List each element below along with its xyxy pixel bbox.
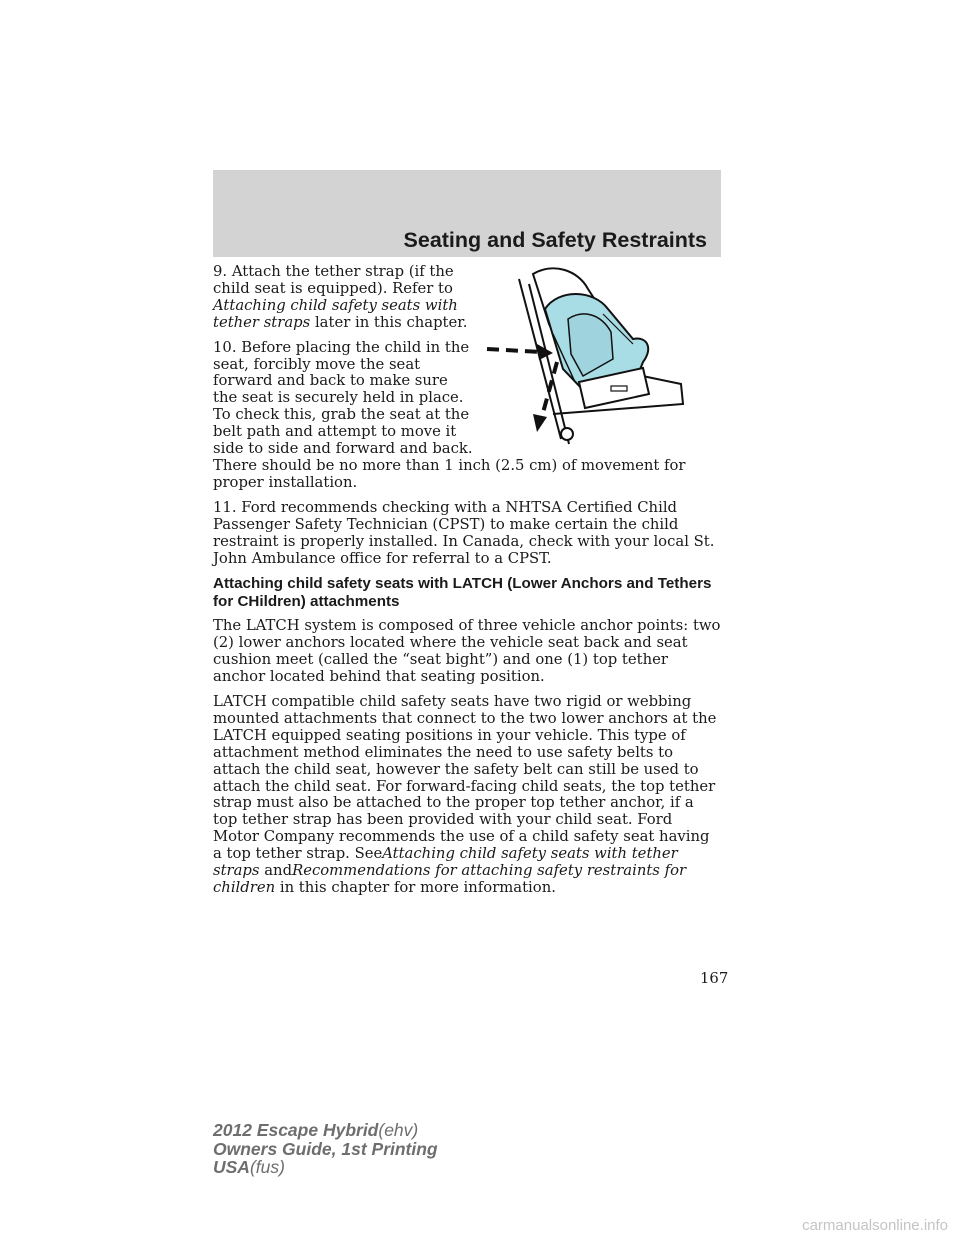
step-9-reference: Attaching child safety seats with tether straps — [213, 296, 458, 331]
chapter-header — [213, 170, 721, 257]
reference-recommendations: Recommendations for attaching safety restraints for children — [213, 862, 687, 896]
latch-paragraph-2-text: LATCH compatible child safety seats have two rigid or webbing mounted attachments that connect to the two lower anchors at the LATCH equipped seating positions in your vehicle. This type of attachment method eliminates the need to use safety belts to attach the child seat, however the safety belt can still be used to attach the child seat. For forward-facing child seats, the top tether strap must also be attached to the proper top tether anchor, if a top tether strap has been provided with your child seat. Ford Motor Company recommends the use of a child safety seat having a top tether strap. See — [213, 693, 717, 863]
step-9-tail: later in this chapter. — [314, 313, 468, 331]
step-11: 11. Ford recommends checking with a NHTSA Certified Child Passenger Safety Technician (CPST) to make certain the child restraint is properly installed. In Canada, check with your local St. John Ambulance office for referral to a CPST. — [213, 498, 715, 567]
child-seat-illustration — [483, 264, 721, 452]
site-watermark: carmanualsonline.info — [802, 1217, 948, 1234]
latch-paragraph-2 — [213, 694, 721, 897]
step-9-text: 9. Attach the tether strap (if the child seat is equipped). Refer to — [213, 263, 454, 297]
footer-edition: Owners Guide, 1st Printing — [213, 1138, 438, 1159]
footer-market-code: (fus) — [249, 1157, 285, 1177]
footer-market: USA — [213, 1157, 250, 1177]
latch-paragraph-2-tail: in this chapter for more information. — [279, 879, 556, 896]
page-body — [213, 264, 721, 905]
reference-tether-straps: Attaching child safety seats with tether straps — [213, 845, 678, 880]
footer-model-code: (ehv) — [378, 1120, 419, 1140]
latch-paragraph-1: The LATCH system is composed of three vehicle anchor points: two (2) lower anchors located where the vehicle seat back and seat cushion meet (called the “seat bight”) and one (1) top tether anchor located behind that seating position. — [213, 617, 721, 686]
chapter-title: Seating and Safety Restraints — [403, 228, 707, 252]
footer-model: 2012 Escape Hybrid — [213, 1120, 379, 1140]
step-10: 10. Before placing the child in the seat, forcibly move the seat forward and back to make sure the seat is securely held in place. To check this, grab the seat at the belt path and attempt to move it side to side and forward and back. There should be no more than 1 inch (2.5 cm) of movement for proper installation. — [213, 338, 686, 491]
section-heading: Attaching child safety seats with LATCH (Lower Anchors and Tethers for CHildren) attachments — [213, 575, 712, 610]
document-footer — [213, 1121, 438, 1177]
latch-paragraph-2-and: and — [264, 862, 293, 880]
page-number: 167 — [700, 970, 729, 987]
